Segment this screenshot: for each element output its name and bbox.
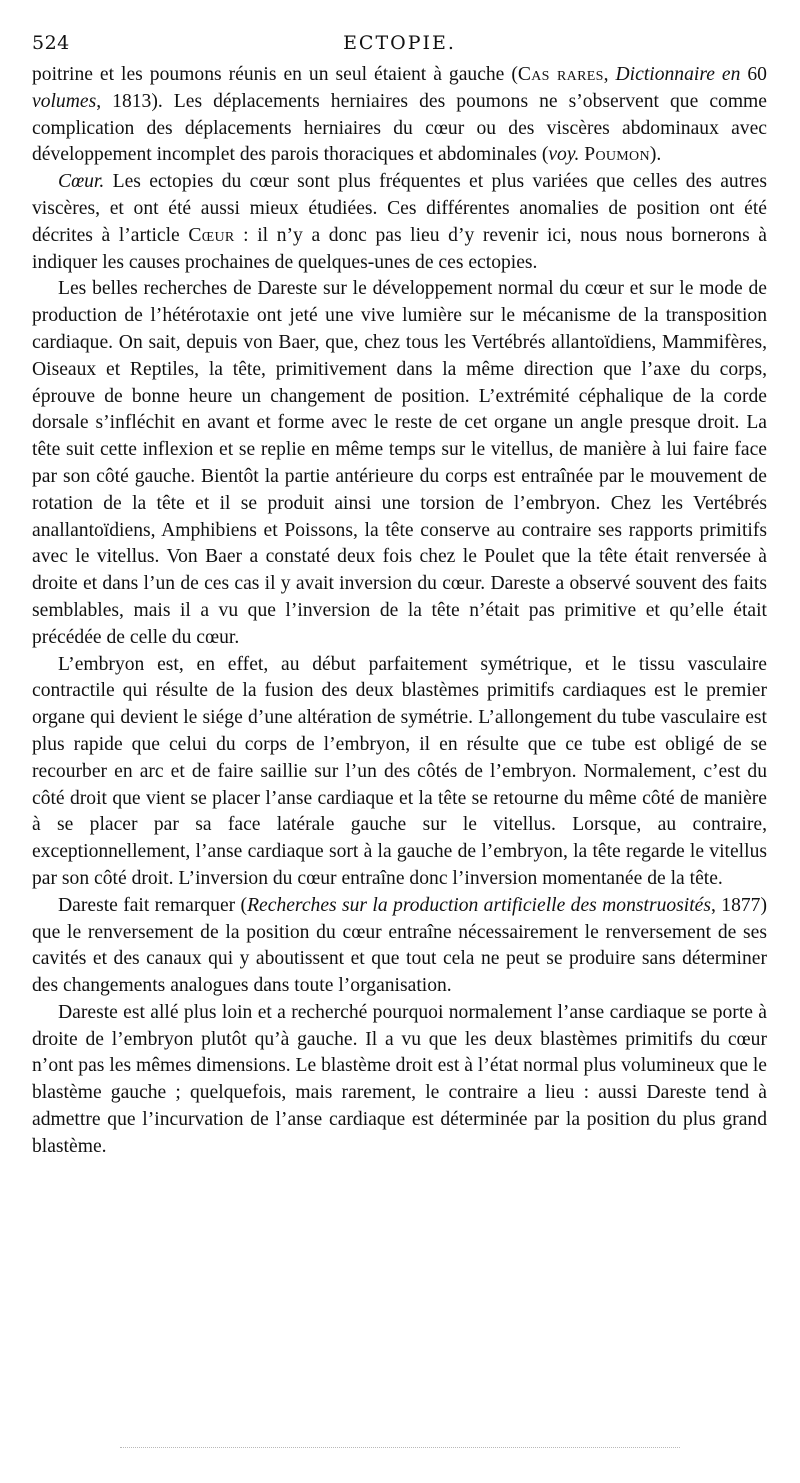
- text-run: , 1813). Les déplacements herniaires des poumons ne s’observent que comme complication des déplacements herniaires du cœur ou des viscères abdominaux avec développement incomplet des parois thoraciques et abdominales (: [32, 90, 767, 166]
- paragraph-blastemes: Dareste est allé plus loin et a recherché pourquoi normalement l’anse cardiaque se porte à droite de l’embryon plutôt qu’à gauche. Il a vu que les deux blastèmes primitifs du cœur n’ont pas les mêmes dimensions. Le blastème droit est à l’état normal plus volumineux que le blastème gauche ; quelquefois, mais rarement, le contraire a lieu : aussi Dareste tend à admettre que l’incurvation de l’anse cardiaque est déterminée par la position du plus grand blastème.: [32, 1001, 767, 1157]
- text-run: poitrine et les poumons réunis en un seul étaient à gauche (: [32, 64, 518, 85]
- paragraph-poumons: [32, 62, 767, 169]
- small-caps-reference: Cas rares: [517, 64, 604, 85]
- body-text: [32, 62, 767, 1161]
- paragraph-embryon: L’embryon est, en effet, au début parfaitement symétrique, et le tissu vasculaire contractile qui résulte de la fusion des deux blastèmes primitifs cardiaques est le premier organe qui devient le siége d’une altération de symétrie. L’allongement du tube vasculaire est plus rapide que celui du corps de l’embryon, il en résulte que ce tube est obligé de se recourber en arc et de faire saillie sur l’un des côtés de l’embryon. Normalement, c’est du côté droit que vient se placer l’anse cardiaque et la tête se retourne du même côté de manière à se placer par sa face latérale gauche sur le vitellus. Lorsque, au contraire, exceptionnellement, l’anse cardiaque sort à la gauche de l’embryon, la tête regarde le vitellus par son côté droit. L’inversion du cœur entraîne donc l’inversion momentanée de la tête.: [32, 653, 767, 889]
- text-run: Les ectopies du cœur sont plus fréquentes et plus variées que celles des autres viscères, et ont été aussi mieux étudiées. Ces différentes anomalies de position ont été décrites à l’article: [32, 171, 767, 246]
- italic-citation: Dictionnaire en: [615, 64, 741, 85]
- footer-rule: [120, 1447, 680, 1448]
- text-run: ).: [649, 144, 662, 166]
- italic-citation: volumes: [32, 90, 97, 112]
- page-number: 524: [32, 32, 70, 54]
- text-run: 60: [740, 64, 767, 85]
- running-title: ECTOPIE.: [343, 32, 456, 54]
- text-run: , 1877) que le renversement de la position du cœur entraîne nécessairement le renversement de ses cavités et des canaux qui y aboutissent et que tout cela ne peut se produire sans déterminer des changements analogues dans toute l’organisation.: [32, 894, 767, 997]
- small-caps-reference: Poumon: [584, 144, 650, 166]
- page-header: [32, 28, 767, 62]
- section-heading-coeur: Cœur.: [58, 171, 105, 193]
- paragraph-dareste-recherches: Les belles recherches de Dareste sur le développement normal du cœur et sur le mode de production de l’hétérotaxie ont jeté une vive lumière sur le mécanisme de la transposition cardiaque. On sait, depuis von Baer, que, chez tous les Vertébrés allantoïdiens, Mammifères, Oiseaux et Reptiles, la tête, primitivement dans la même direction que l’axe du corps, éprouve de bonne heure un changement de position. L’extrémité céphalique de la corde dorsale s’infléchit en avant et forme avec le reste de cet organe un angle presque droit. La tête suit cette inflexion et se replie en même temps sur le vitellus, de manière à lui faire face par son côté gauche. Bientôt la partie antérieure du corps est entraînée par le mouvement de rotation de la tête et il se produit ainsi une torsion de l’embryon. Chez les Vertébrés anallantoïdiens, Amphibiens et Poissons, la tête conserve au contraire ses rapports primitifs avec le vitellus. Von Baer a constaté deux fois chez le Poulet que la tête était renversée à droite et dans l’un de ces cas il y avait inversion du cœur. Dareste a observé souvent des faits semblables, mais il a vu que l’inversion de la tête n’était pas primitive et qu’elle était précédée de celle du cœur.: [32, 278, 767, 648]
- italic-voy: voy.: [548, 144, 580, 166]
- text-run: ,: [603, 64, 616, 85]
- text-run: Dareste fait remarquer (: [58, 894, 248, 916]
- small-caps-reference: Cœur: [188, 224, 235, 246]
- paragraph-coeur: [32, 169, 767, 276]
- italic-citation: Recherches sur la production artificielle des monstruosités: [247, 894, 712, 916]
- paragraph-dareste-remarque: [32, 893, 767, 1000]
- document-page: [32, 28, 767, 1161]
- text-run: : il n’y a donc pas lieu d’y revenir ici, nous nous bornerons à indiquer les causes prochaines de quelques-unes de ces ectopies.: [32, 224, 767, 273]
